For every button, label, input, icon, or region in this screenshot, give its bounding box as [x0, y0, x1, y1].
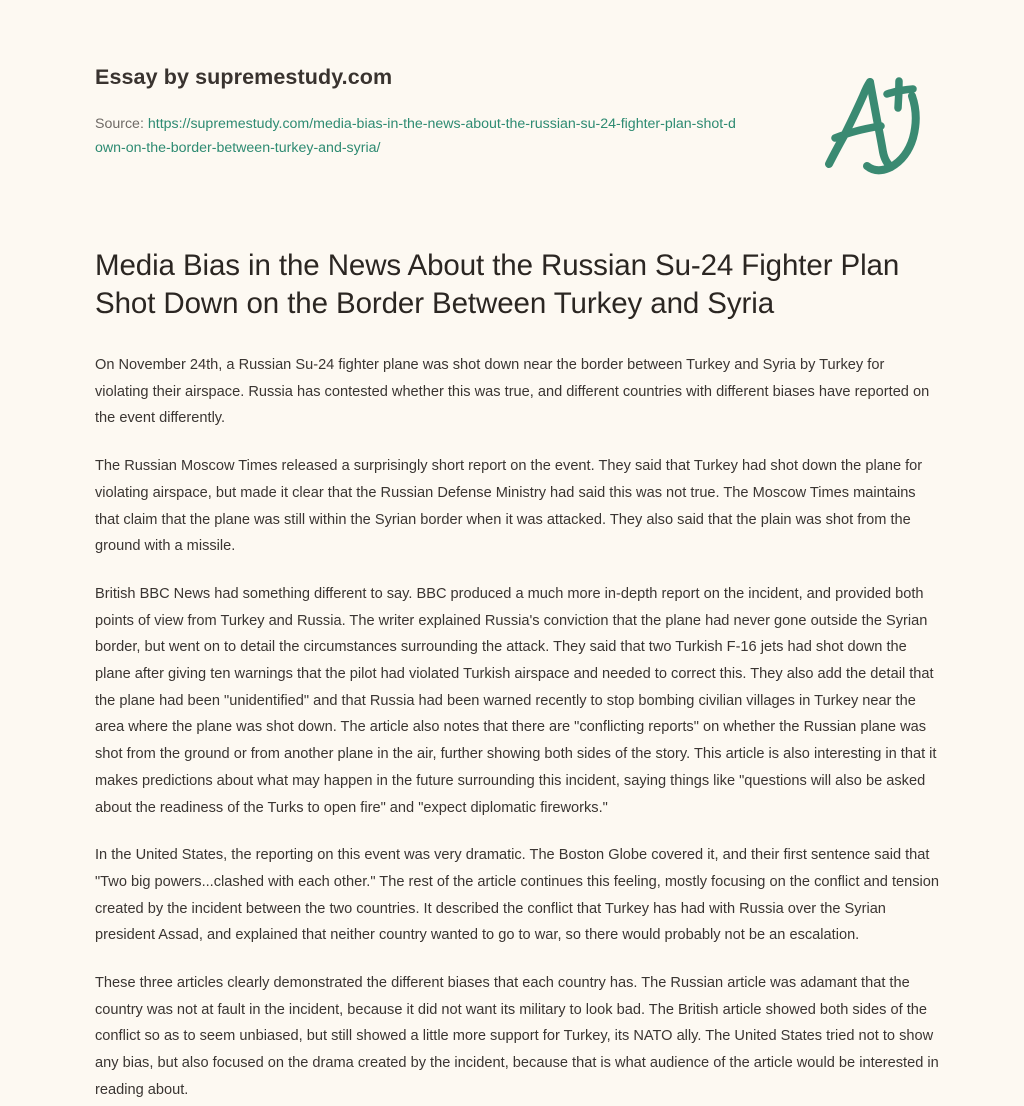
essay-body [95, 352, 940, 1104]
page-title: Media Bias in the News About the Russian Su-24 Fighter Plan Shot Down on the Border Between Turkey and Syria [95, 249, 900, 321]
a-plus-logo [815, 68, 927, 180]
paragraph: On November 24th, a Russian Su-24 fighter plane was shot down near the border between Turkey and Syria by Turkey for violating their airspace. Russia has contested whether this was true, and different countries with different biases have reported on the event differently. [95, 357, 930, 427]
document-header [95, 64, 795, 161]
paragraph: The Russian Moscow Times released a surprisingly short report on the event. They said that Turkey had shot down the plane for violating airspace, but made it clear that the Russian Defense Ministry had said this was not true. The Moscow Times maintains that claim that the plane was still within the Syrian border when it was attacked. They also said that the plain was shot from the ground with a missile. [95, 458, 923, 555]
source-url-link[interactable]: https://supremestudy.com/media-bias-in-the-news-about-the-russian-su-24-fighter-plan-shot-down-on-the-border-between-turkey-and-syria/ [95, 115, 736, 157]
source-line [95, 112, 740, 161]
paragraph: In the United States, the reporting on this event was very dramatic. The Boston Globe covered it, and their first sentence said that "Two big powers...clashed with each other." The rest of the article continues this feeling, mostly focusing on the conflict and tension created by the incident between the two countries. It described the conflict that Turkey has had with Russia over the Syrian president Assad, and explained that neither country wanted to go to war, so there would probably not be an escalation. [95, 847, 940, 944]
paragraph: These three articles clearly demonstrated the different biases that each country has. The Russian article was adamant that the country was not at fault in the incident, because it did not want its military to look bad. The British article showed both sides of the conflict so as to seem unbiased, but still showed a little more support for Turkey, its NATO ally. The United States tried not to show any bias, but also focused on the drama created by the incident, because that is what audience of the article would be interested in reading about. [95, 975, 939, 1098]
a-plus-logo-icon [815, 68, 927, 180]
essay-byline: Essay by supremestudy.com [95, 65, 393, 89]
paragraph: British BBC News had something different to say. BBC produced a much more in-depth report on the incident, and provided both points of view from Turkey and Russia. The writer explained Russia's conviction that the plane had never gone outside the Syrian border, but went on to detail the circumstances surrounding the attack. They said that two Turkish F-16 jets had shot down the plane after giving ten warnings that the pilot had violated Turkish airspace and needed to correct this. They also add the detail that the plane had been "unidentified" and that Russia had been warned recently to stop bombing civilian villages in Turkey near the area where the plane was shot down. The article also notes that there are "conflicting reports" on whether the Russian plane was shot from the ground or from another plane in the air, further showing both sides of the story. This article is also interesting in that it makes predictions about what may happen in the future surrounding this incident, saying things like "questions will also be asked about the readiness of the Turks to open fire" and "expect diplomatic fireworks." [95, 585, 937, 816]
source-label: Source: [95, 115, 144, 132]
